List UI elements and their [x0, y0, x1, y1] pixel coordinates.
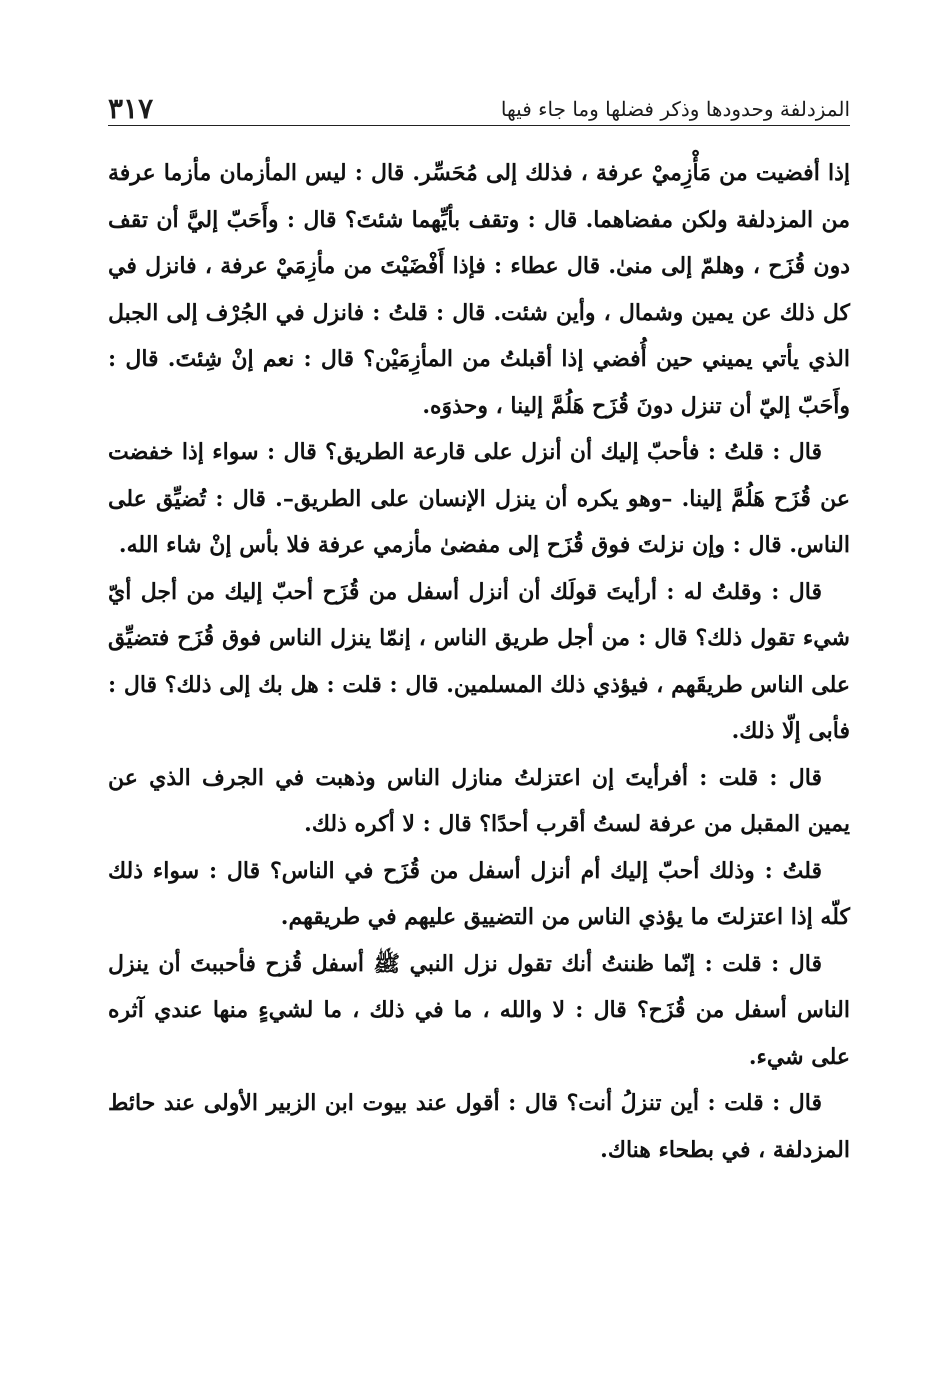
main-text: [108, 150, 850, 1173]
header-divider: [108, 125, 850, 126]
page-header: [108, 78, 850, 124]
paragraph: قال : قلت : أفرأيتَ إن اعتزلتُ منازل الناس وذهبت في الجرف الذي عن يمين المقبل من عرفة لستُ أقرب أحدًا؟ قال : لا أكره ذلك.: [108, 764, 850, 837]
paragraph: قلتُ : وذلك أحبّ إليك أم أنزل أسفل من قُزَح في الناس؟ قال : سواء ذلك كلّه إذا اعتزلتَ ما يؤذي الناس من التضييق عليهم في طريقهم.: [108, 857, 850, 930]
paragraph: إذا أفضيت من مَأْزِميْ عرفة ، فذلك إلى مُحَسِّر. قال : ليس المأزمان مأزما عرفة من المزدلفة ولكن مفضاهما. قال : وتقف بأيِّهما شئتَ؟ قال : وأَحَبّ إليَّ أن تقف دون قُزَح ، وهلمّ إلى منىٰ. قال عطاء : فإذا أَفْضَيْتَ من مأزِمَيْ عرفة ، فانزل في كل ذلك عن يمين وشمال ، وأين شئت. قال : قلتُ : فانزل في الجُرْف إلى الجبل الذي يأتي يميني حين أُفضي إذا أقبلتُ من المأزِمَيْن؟ قال : نعم إنْ شِئتَ. قال : وأَحَبّ إليّ أن تنزل دونَ قُزَح هَلُمَّ إلينا ، وحذوَه.: [108, 160, 850, 419]
running-title: المزدلفة وحدودها وذكر فضلها وما جاء فيها: [500, 97, 850, 121]
paragraph: قال : قلتُ : فأحبّ إليك أن أنزل على قارعة الطريق؟ قال : سواء إذا خفضت عن قُزَح هَلُمَّ إلينا. –وهو يكره أن ينزل الإنسان على الطريق–. قال : تُضيِّق على الناس. قال : وإن نزلتَ فوق قُزَح إلى مفضىٰ مأزمي عرفة فلا بأس إنْ شاء الله.: [108, 439, 850, 558]
paragraph: قال : وقلتُ له : أرأيتَ قولَك أن أنزل أسفل من قُزَح أحبّ إليك من أجل أيّ شيء تقول ذلك؟ قال : من أجل طريق الناس ، إنمّا ينزل الناس فوق قُزَح فتضيِّق على الناس طريقَهم ، فيؤذي ذلك المسلمين. قال : قلت : هل بك إلى ذلك؟ قال : فأبى إلّا ذلك.: [108, 578, 850, 744]
paragraph: قال : قلت : إنّما ظننتُ أنك تقول نزل النبي ﷺ أسفل قُزح فأحببتَ أن ينزل الناس أسفل من قُزَح؟ قال : لا والله ، ما في ذلك ، ما لشيءٍ منها عندي آثره على شيء.: [108, 950, 850, 1070]
paragraph: قال : قلت : أين تنزلُ أنت؟ قال : أقول عند بيوت ابن الزبير الأولى عند حائط المزدلفة ، في بطحاء هناك.: [108, 1090, 850, 1163]
page-number: ٣١٧: [108, 92, 154, 125]
